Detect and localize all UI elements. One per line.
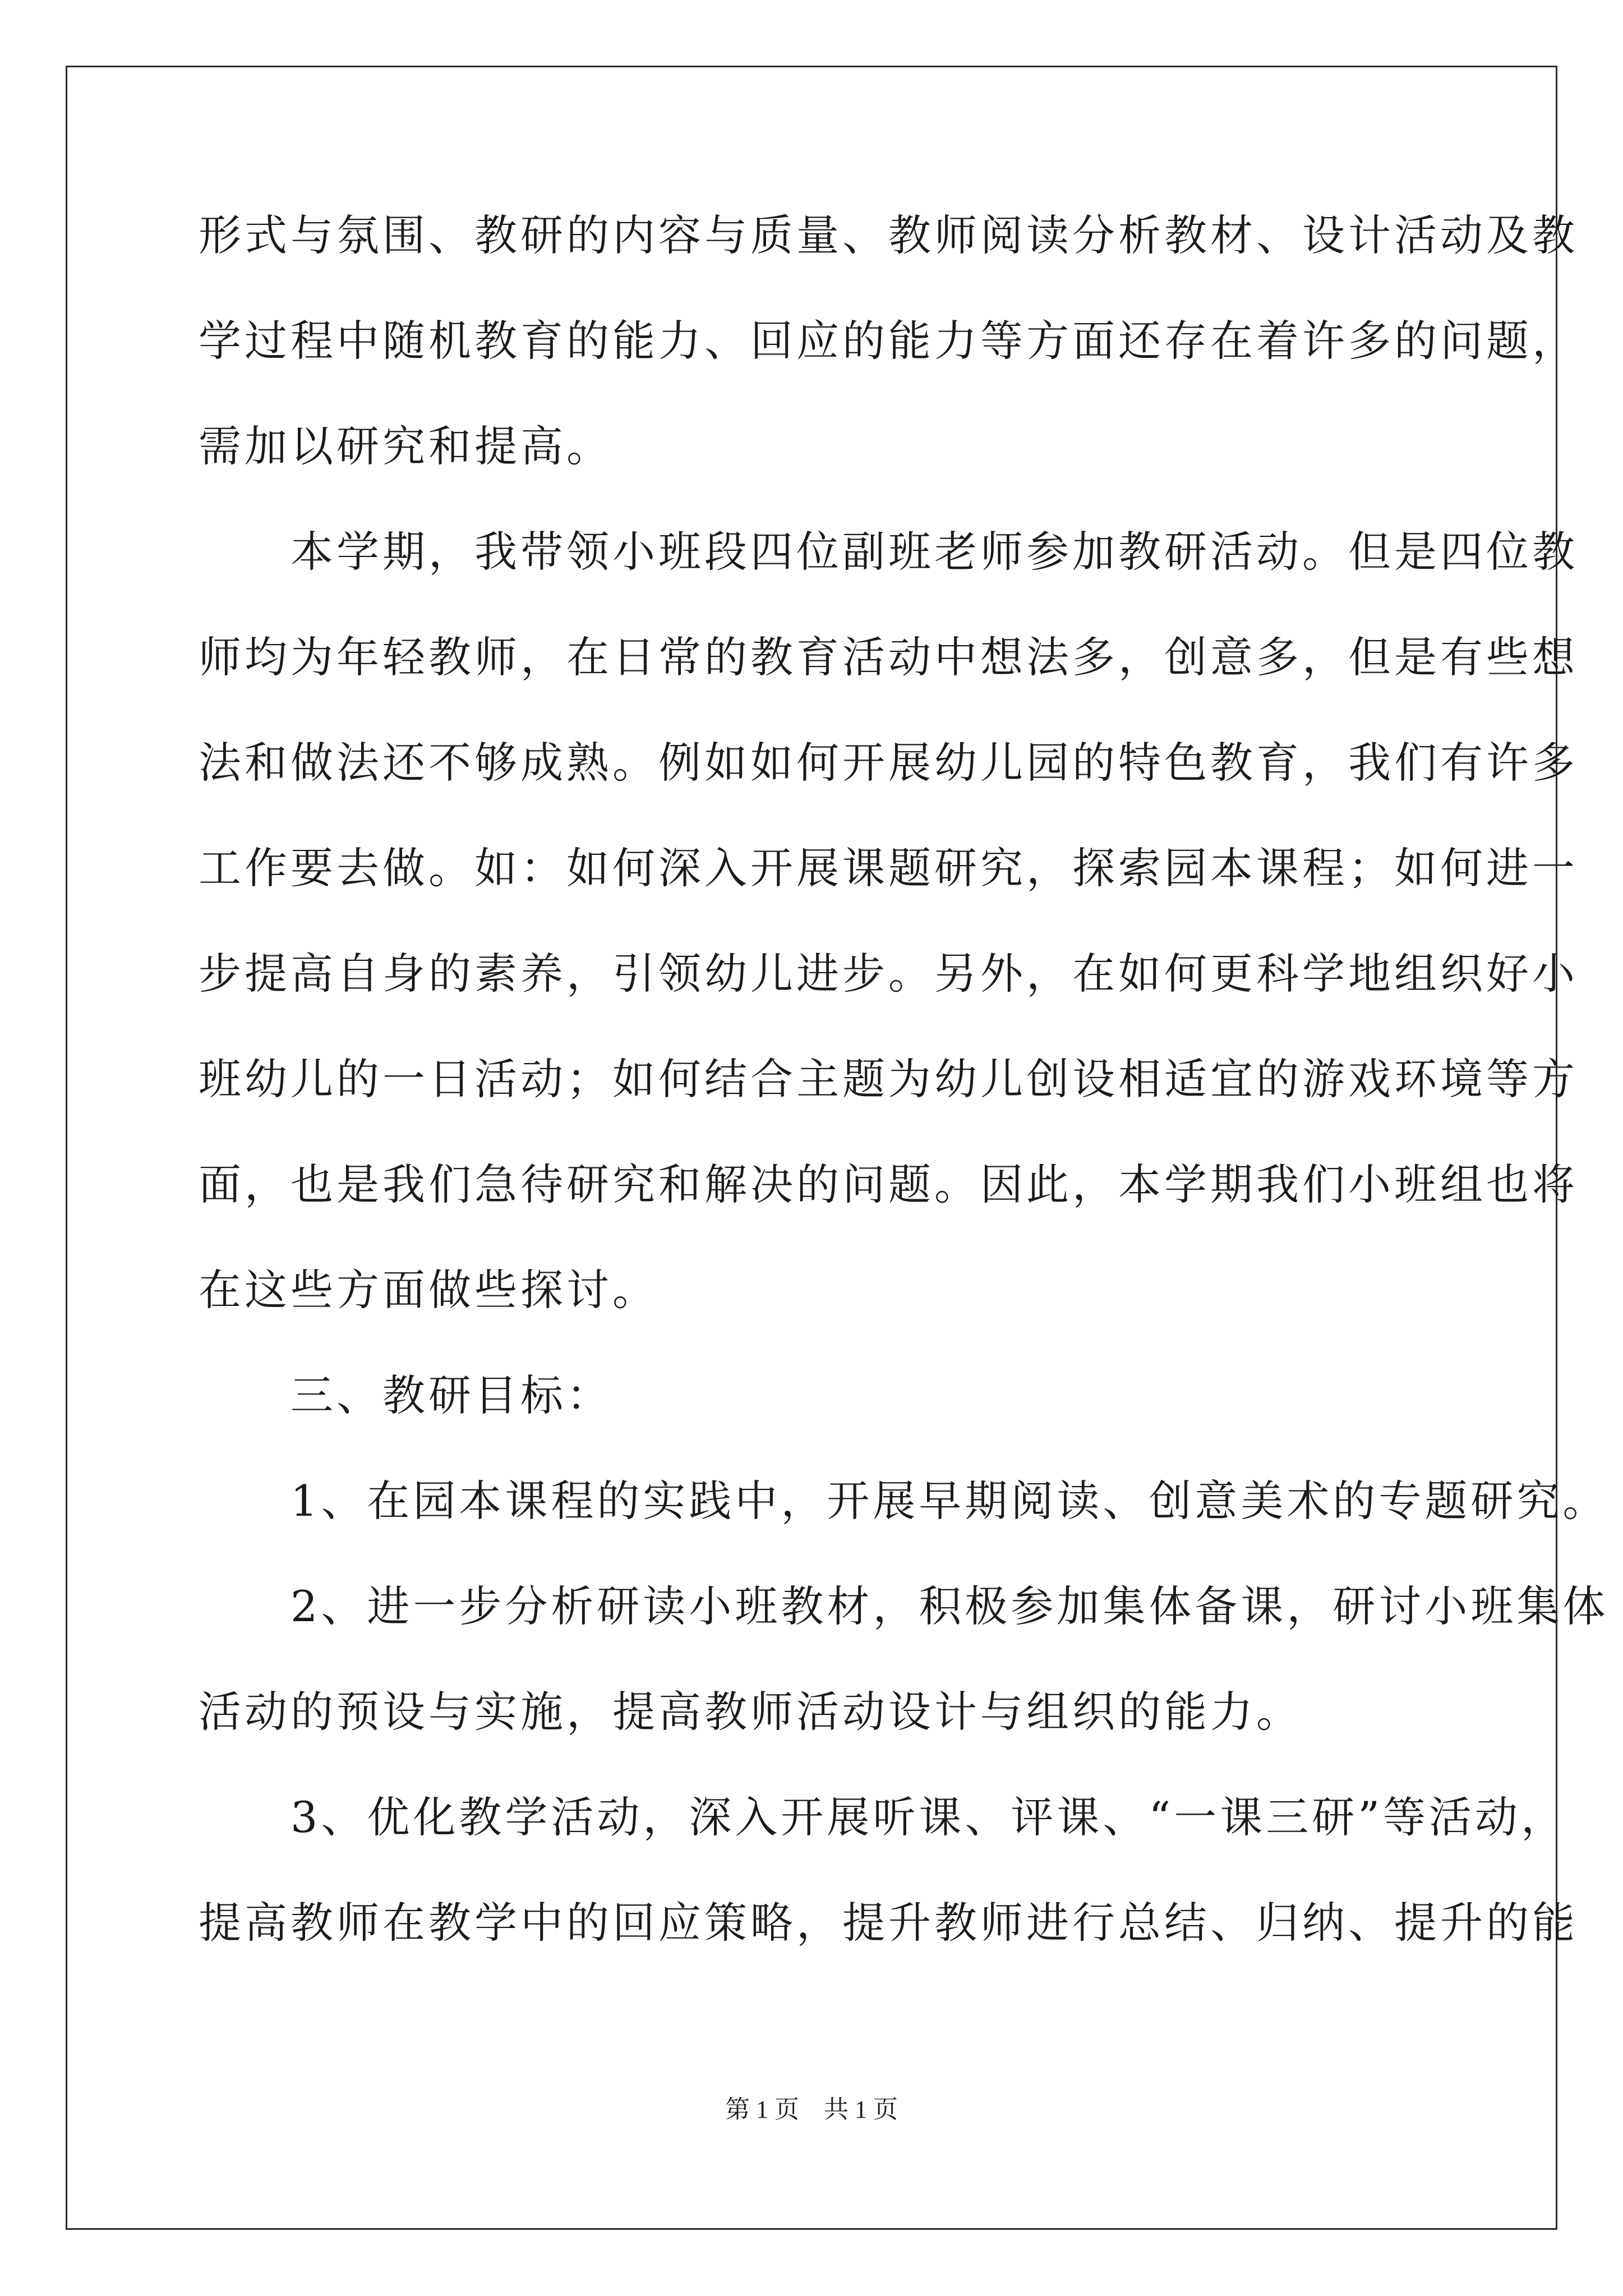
text-line: 在这些方面做些探讨。 <box>199 1265 658 1315</box>
text-line: 1、在园本课程的实践中，开展早期阅读、创意美术的专题研究。 <box>199 1476 1609 1526</box>
text-line: 步提高自身的素养，引领幼儿进步。另外，在如何更科学地组织好小 <box>199 949 1578 999</box>
text-line: 提高教师在教学中的回应策略，提升教师进行总结、归纳、提升的能 <box>199 1898 1578 1948</box>
text-line: 学过程中随机教育的能力、回应的能力等方面还存在着许多的问题， <box>199 316 1578 366</box>
text-line: 本学期，我带领小班段四位副班老师参加教研活动。但是四位教 <box>199 527 1578 577</box>
text-line: 师均为年轻教师，在日常的教育活动中想法多，创意多，但是有些想 <box>199 632 1578 682</box>
text-line: 法和做法还不够成熟。例如如何开展幼儿园的特色教育，我们有许多 <box>199 738 1578 788</box>
text-line: 工作要去做。如：如何深入开展课题研究，探索园本课程；如何进一 <box>199 843 1578 893</box>
text-line: 班幼儿的一日活动；如何结合主题为幼儿创设相适宜的游戏环境等方 <box>199 1054 1578 1104</box>
section-heading: 三、教研目标： <box>199 1370 612 1420</box>
text-line: 3、优化教学活动，深入开展听课、评课、“一课三研”等活动， <box>199 1792 1567 1842</box>
text-line: 活动的预设与实施，提高教师活动设计与组织的能力。 <box>199 1687 1302 1737</box>
text-line: 形式与氛围、教研的内容与质量、教师阅读分析教材、设计活动及教 <box>199 210 1578 260</box>
text-line: 面，也是我们急待研究和解决的问题。因此，本学期我们小班组也将 <box>199 1159 1578 1209</box>
text-line: 2、进一步分析研读小班教材，积极参加集体备课，研讨小班集体 <box>199 1581 1609 1631</box>
page-number: 第 1 页 共 1 页 <box>725 2096 898 2123</box>
text-line: 需加以研究和提高。 <box>199 421 612 471</box>
document-body <box>199 210 1609 2007</box>
